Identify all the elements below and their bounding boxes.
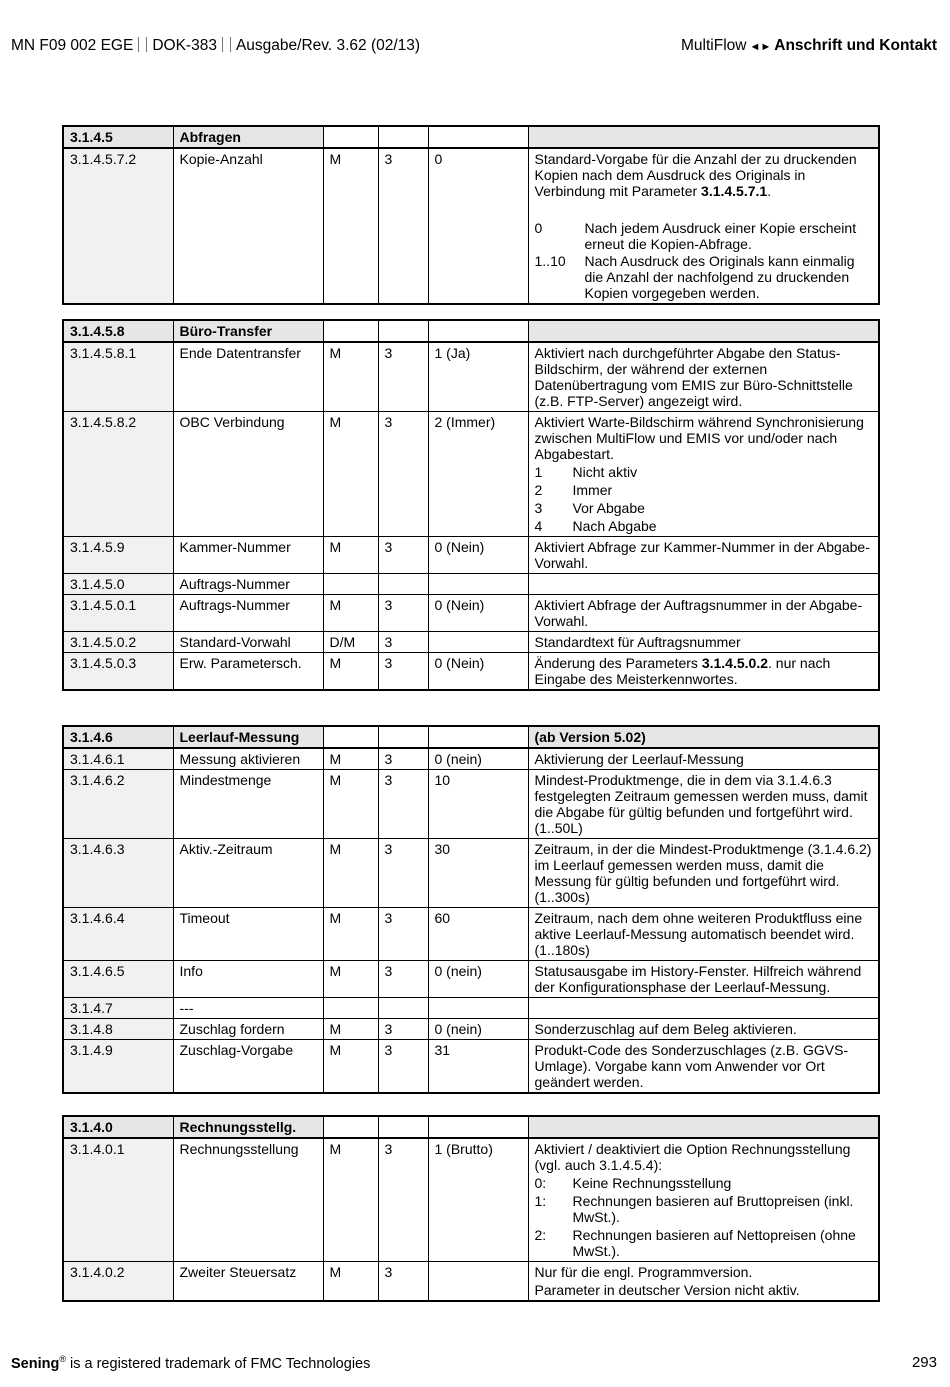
param-level: 3 bbox=[378, 1262, 428, 1302]
desc-text: . bbox=[767, 183, 772, 199]
param-default: 0 (Nein) bbox=[428, 595, 528, 632]
option-item bbox=[535, 464, 873, 480]
param-id: 3.1.4.6.1 bbox=[63, 748, 173, 770]
param-description: Aktiviert Abfrage der Auftragsnummer in der Abgabe-Vorwahl. bbox=[528, 595, 879, 632]
trademark-text: is a registered trademark of FMC Technologies bbox=[65, 1355, 371, 1372]
param-type: M bbox=[323, 342, 378, 412]
desc-text: Nur für die engl. Programmversion. bbox=[534, 1264, 753, 1280]
table-row bbox=[63, 998, 879, 1019]
option-item bbox=[535, 1175, 873, 1191]
desc-ref: 3.1.4.5.0.2 bbox=[701, 655, 768, 671]
table-buero-transfer bbox=[62, 319, 880, 691]
product-name: MultiFlow bbox=[681, 37, 747, 54]
option-item bbox=[535, 518, 873, 534]
param-id: 3.1.4.0.2 bbox=[63, 1262, 173, 1302]
desc-ref: 3.1.4.5.7.1 bbox=[701, 183, 768, 199]
param-id: 3.1.4.9 bbox=[63, 1040, 173, 1094]
param-default bbox=[428, 998, 528, 1019]
param-description bbox=[528, 998, 879, 1019]
option-key: 1: bbox=[534, 1193, 547, 1209]
param-type: M bbox=[323, 961, 378, 998]
option-text: Nicht aktiv bbox=[572, 464, 638, 480]
option-text: Vor Abgabe bbox=[572, 500, 645, 516]
separator bbox=[138, 37, 147, 52]
option-key: 4 bbox=[534, 518, 543, 534]
brand-name: Sening bbox=[11, 1355, 60, 1372]
param-description bbox=[528, 653, 879, 691]
param-description: Aktivierung der Leerlauf-Messung bbox=[528, 748, 879, 770]
param-default: 30 bbox=[428, 839, 528, 908]
param-name: Rechnungsstellg. bbox=[173, 1116, 323, 1138]
param-default: 0 (Nein) bbox=[428, 537, 528, 574]
param-name: OBC Verbindung bbox=[173, 412, 323, 537]
registered-mark: ® bbox=[59, 1354, 66, 1364]
param-default: 0 (nein) bbox=[428, 1019, 528, 1040]
version-note: (ab Version 5.02) bbox=[528, 726, 879, 748]
table-header-row bbox=[63, 320, 879, 342]
option-key: 0: bbox=[534, 1175, 547, 1191]
param-level: 3 bbox=[378, 595, 428, 632]
table-row bbox=[63, 748, 879, 770]
param-id: 3.1.4.5.8 bbox=[63, 320, 173, 342]
param-default: 0 (nein) bbox=[428, 748, 528, 770]
param-level: 3 bbox=[378, 748, 428, 770]
param-id: 3.1.4.5.0.1 bbox=[63, 595, 173, 632]
param-description: Zeitraum, nach dem ohne weiteren Produktfluss eine aktive Leerlauf-Messung automatisch beendet wird. (1..180s) bbox=[528, 908, 879, 961]
option-key: 1..10 bbox=[534, 253, 566, 269]
param-id: 3.1.4.0.1 bbox=[63, 1138, 173, 1262]
param-level: 3 bbox=[378, 908, 428, 961]
param-id: 3.1.4.0 bbox=[63, 1116, 173, 1138]
option-item bbox=[535, 253, 873, 301]
param-level: 3 bbox=[378, 1019, 428, 1040]
param-type: D/M bbox=[323, 632, 378, 653]
param-name: Ende Datentransfer bbox=[173, 342, 323, 412]
param-level: 3 bbox=[378, 1040, 428, 1094]
param-id: 3.1.4.5.0 bbox=[63, 574, 173, 595]
param-name: Info bbox=[173, 961, 323, 998]
nav-arrows-icon: ◄► bbox=[749, 41, 772, 53]
param-default: 1 (Brutto) bbox=[428, 1138, 528, 1262]
param-id: 3.1.4.5.8.1 bbox=[63, 342, 173, 412]
table-row bbox=[63, 908, 879, 961]
param-type: M bbox=[323, 1019, 378, 1040]
param-description: Standardtext für Auftragsnummer bbox=[528, 632, 879, 653]
desc-text: Standard-Vorgabe für die Anzahl der zu druckenden Kopien nach dem Ausdruck des Originals in Verbindung mit Parameter bbox=[534, 151, 857, 199]
param-type: M bbox=[323, 748, 378, 770]
separator bbox=[222, 37, 231, 52]
param-level: 3 bbox=[378, 961, 428, 998]
param-id: 3.1.4.8 bbox=[63, 1019, 173, 1040]
param-id: 3.1.4.5.0.2 bbox=[63, 632, 173, 653]
section-title: Anschrift und Kontakt bbox=[774, 37, 937, 54]
param-default: 10 bbox=[428, 770, 528, 839]
param-level: 3 bbox=[378, 148, 428, 304]
param-id: 3.1.4.6.4 bbox=[63, 908, 173, 961]
header-right bbox=[681, 37, 937, 55]
param-type: M bbox=[323, 770, 378, 839]
trademark-note bbox=[11, 1354, 370, 1372]
table-row bbox=[63, 574, 879, 595]
desc-text: Parameter in deutscher Version nicht aktiv. bbox=[534, 1282, 800, 1298]
param-default: 1 (Ja) bbox=[428, 342, 528, 412]
table-row bbox=[63, 961, 879, 998]
param-description: Aktiviert nach durchgeführter Abgabe den Status-Bildschirm, der während der externen Datenübertragung vom EMIS zur Büro-Schnittstelle (z.B. FTP-Server) angezeigt wird. bbox=[528, 342, 879, 412]
param-name: Standard-Vorwahl bbox=[173, 632, 323, 653]
param-name: Abfragen bbox=[173, 126, 323, 148]
param-level: 3 bbox=[378, 1138, 428, 1262]
param-default: 0 (Nein) bbox=[428, 653, 528, 691]
option-text: Nach Ausdruck des Originals kann einmalig die Anzahl der nachfolgend zu druckenden Kopien vorgegeben werden. bbox=[584, 253, 855, 301]
param-name: Aktiv.-Zeitraum bbox=[173, 839, 323, 908]
header-left bbox=[11, 37, 420, 55]
param-name: Zuschlag-Vorgabe bbox=[173, 1040, 323, 1094]
param-default bbox=[428, 632, 528, 653]
param-name: Mindestmenge bbox=[173, 770, 323, 839]
param-type bbox=[323, 998, 378, 1019]
page-header bbox=[11, 37, 937, 59]
param-level: 3 bbox=[378, 653, 428, 691]
table-rechnungsstellung bbox=[62, 1115, 880, 1302]
param-description bbox=[528, 412, 879, 537]
param-level: 3 bbox=[378, 770, 428, 839]
param-type: M bbox=[323, 595, 378, 632]
table-header-row bbox=[63, 1116, 879, 1138]
param-id: 3.1.4.6.5 bbox=[63, 961, 173, 998]
table-header-row bbox=[63, 726, 879, 748]
option-key: 3 bbox=[534, 500, 543, 516]
option-key: 0 bbox=[534, 220, 543, 236]
param-level: 3 bbox=[378, 632, 428, 653]
option-key: 2 bbox=[534, 482, 543, 498]
param-type: M bbox=[323, 1262, 378, 1302]
param-description: Aktiviert Abfrage zur Kammer-Nummer in der Abgabe-Vorwahl. bbox=[528, 537, 879, 574]
option-item bbox=[535, 1193, 873, 1225]
table-row bbox=[63, 1040, 879, 1094]
param-level: 3 bbox=[378, 412, 428, 537]
dok-number: DOK-383 bbox=[152, 37, 217, 54]
param-id: 3.1.4.7 bbox=[63, 998, 173, 1019]
desc-text: Änderung des Parameters bbox=[534, 655, 702, 671]
param-id: 3.1.4.5.8.2 bbox=[63, 412, 173, 537]
param-name: Kopie-Anzahl bbox=[173, 148, 323, 304]
param-name: Büro-Transfer bbox=[173, 320, 323, 342]
table-row bbox=[63, 770, 879, 839]
param-default: 0 bbox=[428, 148, 528, 304]
param-default: 0 (nein) bbox=[428, 961, 528, 998]
table-body bbox=[63, 748, 879, 1093]
table-row bbox=[63, 653, 879, 691]
table-header-row bbox=[63, 126, 879, 148]
param-id: 3.1.4.6.2 bbox=[63, 770, 173, 839]
desc-text: . nur nach Eingabe des Meisterkennwortes. bbox=[534, 655, 831, 687]
table-row bbox=[63, 342, 879, 412]
param-name: Zweiter Steuersatz bbox=[173, 1262, 323, 1302]
param-name: --- bbox=[173, 998, 323, 1019]
param-type: M bbox=[323, 653, 378, 691]
table-row bbox=[63, 839, 879, 908]
param-name: Kammer-Nummer bbox=[173, 537, 323, 574]
param-type: M bbox=[323, 537, 378, 574]
param-description: Zeitraum, in der die Mindest-Produktmenge (3.1.4.6.2) im Leerlauf gemessen werden muss, damit die Messung für gültig befunden und fortgeführt wird. (1..300s) bbox=[528, 839, 879, 908]
param-id: 3.1.4.5 bbox=[63, 126, 173, 148]
option-text: Immer bbox=[572, 482, 613, 498]
edition: Ausgabe/Rev. 3.62 (02/13) bbox=[235, 37, 421, 54]
table-row bbox=[63, 1138, 879, 1262]
param-type: M bbox=[323, 839, 378, 908]
option-item bbox=[535, 220, 873, 252]
param-name: Auftrags-Nummer bbox=[173, 574, 323, 595]
option-item bbox=[535, 500, 873, 516]
param-description bbox=[528, 1262, 879, 1302]
param-level: 3 bbox=[378, 839, 428, 908]
param-default: 2 (Immer) bbox=[428, 412, 528, 537]
param-name: Rechnungsstellung bbox=[173, 1138, 323, 1262]
page-number: 293 bbox=[911, 1354, 937, 1371]
option-text: Rechnungen basieren auf Bruttopreisen (inkl. MwSt.). bbox=[572, 1193, 854, 1225]
param-default bbox=[428, 1262, 528, 1302]
table-row bbox=[63, 1019, 879, 1040]
table-row bbox=[63, 595, 879, 632]
param-type: M bbox=[323, 1138, 378, 1262]
param-id: 3.1.4.5.7.2 bbox=[63, 148, 173, 304]
desc-text: Aktiviert Warte-Bildschirm während Synchronisierung zwischen MultiFlow und EMIS vor und/oder nach Abgabestart. bbox=[534, 414, 864, 462]
table-leerlauf-messung bbox=[62, 725, 880, 1094]
param-description bbox=[528, 148, 879, 304]
param-type: M bbox=[323, 908, 378, 961]
table-abfragen bbox=[62, 125, 880, 305]
param-description bbox=[528, 1138, 879, 1262]
param-default: 31 bbox=[428, 1040, 528, 1094]
option-key: 1 bbox=[534, 464, 543, 480]
param-id: 3.1.4.6.3 bbox=[63, 839, 173, 908]
param-id: 3.1.4.5.0.3 bbox=[63, 653, 173, 691]
option-text: Nach Abgabe bbox=[572, 518, 657, 534]
option-text: Keine Rechnungsstellung bbox=[572, 1175, 732, 1191]
table-row bbox=[63, 1262, 879, 1302]
desc-text: Aktiviert / deaktiviert die Option Rechnungsstellung (vgl. auch 3.1.4.5.4): bbox=[534, 1141, 851, 1173]
param-name: Leerlauf-Messung bbox=[173, 726, 323, 748]
param-description: Sonderzuschlag auf dem Beleg aktivieren. bbox=[528, 1019, 879, 1040]
param-name: Erw. Parametersch. bbox=[173, 653, 323, 691]
param-type: M bbox=[323, 1040, 378, 1094]
param-name: Zuschlag fordern bbox=[173, 1019, 323, 1040]
param-description: Mindest-Produktmenge, die in dem via 3.1.4.6.3 festgelegten Zeitraum gemessen werden muss, damit die Abgabe für gültig befunden und fortgeführt wird. (1..50L) bbox=[528, 770, 879, 839]
param-description: Statusausgabe im History-Fenster. Hilfreich während der Konfigurationsphase der Leerlauf-Messung. bbox=[528, 961, 879, 998]
option-item bbox=[535, 482, 873, 498]
param-type: M bbox=[323, 412, 378, 537]
option-text: Nach jedem Ausdruck einer Kopie erscheint erneut die Kopien-Abfrage. bbox=[584, 220, 857, 252]
param-description: Produkt-Code des Sonderzuschlages (z.B. GGVS-Umlage). Vorgabe kann vom Anwender vor Ort geändert werden. bbox=[528, 1040, 879, 1094]
param-level: 3 bbox=[378, 537, 428, 574]
option-item bbox=[535, 1227, 873, 1259]
table-row bbox=[63, 632, 879, 653]
param-id: 3.1.4.5.9 bbox=[63, 537, 173, 574]
option-key: 2: bbox=[534, 1227, 547, 1243]
param-level bbox=[378, 998, 428, 1019]
table-row bbox=[63, 537, 879, 574]
option-text: Rechnungen basieren auf Nettopreisen (ohne MwSt.). bbox=[572, 1227, 856, 1259]
param-name: Auftrags-Nummer bbox=[173, 595, 323, 632]
param-level: 3 bbox=[378, 342, 428, 412]
param-id: 3.1.4.6 bbox=[63, 726, 173, 748]
param-type: M bbox=[323, 148, 378, 304]
doc-id: MN F09 002 EGE bbox=[11, 37, 134, 54]
param-name: Messung aktivieren bbox=[173, 748, 323, 770]
table-row bbox=[63, 412, 879, 537]
param-name: Timeout bbox=[173, 908, 323, 961]
param-default: 60 bbox=[428, 908, 528, 961]
table-row bbox=[63, 148, 879, 304]
